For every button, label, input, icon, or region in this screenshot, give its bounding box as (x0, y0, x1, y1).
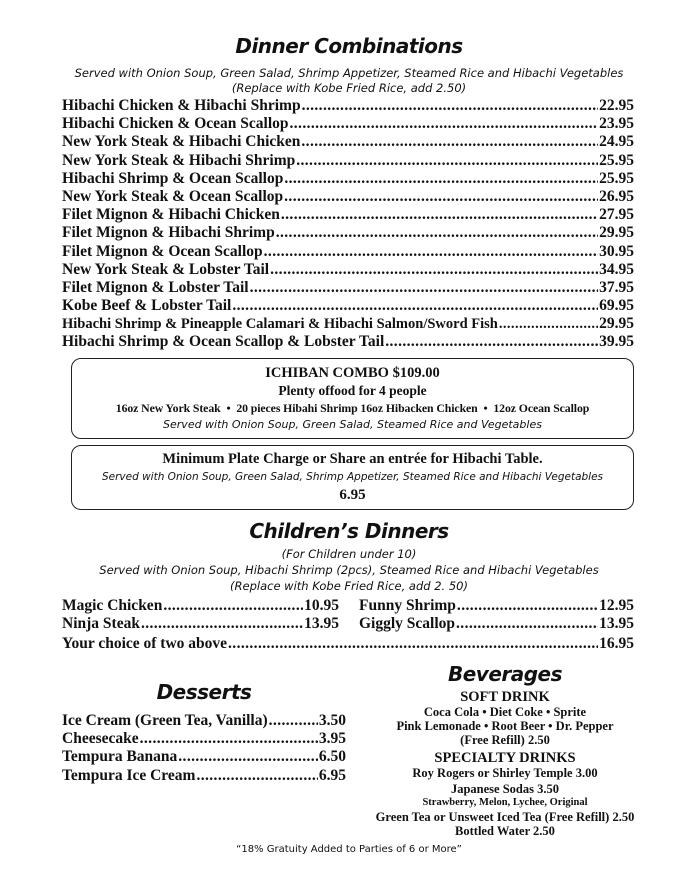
leader-dots (281, 206, 598, 224)
item-price: 24.95 (599, 133, 634, 151)
soft-drink-line: Coca Cola • Diet Coke • Sprite (423, 705, 587, 719)
leader-dots (301, 133, 598, 151)
leader-dots (284, 188, 598, 206)
menu-item (62, 97, 634, 115)
beverages-title: Beverages (447, 662, 563, 686)
menu-item (62, 188, 634, 206)
specialty-drink-line: Japanese Sodas 3.50 (450, 782, 559, 796)
children-left-list (62, 597, 339, 633)
bullet-separator: • (483, 401, 488, 415)
soda-flavors: Strawberry, Melon, Lychee, Original (422, 797, 588, 808)
item-price: 30.95 (599, 242, 634, 260)
item-name: Kobe Beef & Lobster Tail (62, 297, 232, 315)
leader-dots (140, 730, 318, 748)
gratuity-note: “18% Gratuity Added to Parties of 6 or More” (236, 844, 462, 855)
item-price: 13.95 (599, 615, 634, 633)
menu-item (359, 597, 634, 615)
specialty-drink-line: Bottled Water 2.50 (455, 824, 555, 838)
menu-item (62, 615, 339, 633)
item-name: Hibachi Chicken & Hibachi Shrimp (62, 97, 301, 114)
children-served-note: Served with Onion Soup, Hibachi Shrimp (2pcs), Steamed Rice and Hibachi Vegetables (99, 563, 599, 577)
leader-dots (456, 615, 598, 633)
item-price: 10.95 (304, 597, 339, 614)
soft-drink-title: SOFT DRINK (460, 689, 550, 705)
item-price: 3.95 (318, 730, 346, 748)
item-price: 37.95 (599, 278, 634, 296)
ichiban-note: Served with Onion Soup, Green Salad, Steamed Rice and Vegetables (163, 418, 542, 431)
leader-dots (499, 315, 598, 333)
menu-item (62, 133, 634, 151)
ichiban-item: 16oz New York Steak (115, 401, 221, 415)
item-name: Magic Chicken (62, 597, 163, 614)
children-choice (62, 635, 634, 653)
children-age-note: (For Children under 10) (281, 547, 417, 561)
ichiban-item: 12oz Ocean Scallop (493, 401, 590, 415)
leader-dots (284, 170, 598, 188)
item-price: 12.95 (599, 597, 634, 614)
ichiban-title: ICHIBAN COMBO $109.00 (265, 365, 440, 381)
menu-item (62, 712, 346, 730)
item-name: Hibachi Shrimp & Ocean Scallop & Lobster Tail (62, 333, 385, 351)
item-price: 25.95 (599, 169, 634, 187)
item-name: Filet Mignon & Hibachi Chicken (62, 206, 280, 224)
item-price: 69.95 (599, 297, 634, 315)
item-name: Filet Mignon & Lobster Tail (62, 278, 249, 296)
menu-item (62, 152, 634, 170)
minimum-title: Minimum Plate Charge or Share an entrée for Hibachi Table. (162, 451, 543, 467)
minimum-charge-box (71, 445, 634, 510)
dinner-replace-note: (Replace with Kobe Fried Rice, add 2.50) (231, 81, 467, 95)
item-price: 29.95 (599, 224, 634, 242)
menu-item (62, 115, 634, 133)
item-name: Filet Mignon & Hibachi Shrimp (62, 224, 275, 242)
item-name: Ice Cream (Green Tea, Vanilla) (62, 712, 268, 729)
minimum-price: 6.95 (339, 487, 366, 503)
bullet-separator: • (226, 401, 231, 415)
item-price: 39.95 (599, 333, 634, 351)
children-title: Children’s Dinners (249, 519, 449, 543)
item-name: Hibachi Shrimp & Pineapple Calamari & Hibachi Salmon/Sword Fish (62, 316, 498, 333)
menu-item (62, 730, 346, 748)
leader-dots (290, 115, 599, 133)
item-name: Filet Mignon & Ocean Scallop (62, 242, 263, 260)
leader-dots (232, 297, 598, 315)
dinner-note: Served with Onion Soup, Green Salad, Shrimp Appetizer, Steamed Rice and Hibachi Vegetables (74, 66, 624, 80)
item-name: Cheesecake (62, 730, 139, 748)
leader-dots (270, 261, 598, 279)
leader-dots (276, 224, 598, 242)
specialty-drinks-title: SPECIALTY DRINKS (434, 750, 576, 766)
menu-item (62, 333, 634, 351)
menu-item (62, 315, 634, 333)
menu-item (62, 261, 634, 279)
dinner-title: Dinner Combinations (235, 34, 463, 58)
leader-dots (141, 615, 303, 633)
item-price: 27.95 (599, 206, 634, 224)
item-name: Tempura Banana (62, 748, 178, 766)
minimum-note: Served with Onion Soup, Green Salad, Shrimp Appetizer, Steamed Rice and Hibachi Vegetables (101, 471, 604, 483)
leader-dots (264, 243, 598, 261)
specialty-drink-line: Roy Rogers or Shirley Temple 3.00 (412, 766, 598, 780)
item-name: Giggly Scallop (359, 615, 456, 633)
item-price: 16.95 (599, 635, 634, 652)
leader-dots (228, 635, 598, 653)
ichiban-box (71, 358, 634, 439)
item-price: 6.50 (318, 748, 346, 766)
menu-item (62, 243, 634, 261)
item-price: 29.95 (599, 315, 634, 333)
item-price: 23.95 (599, 115, 634, 133)
leader-dots (385, 333, 598, 351)
item-price: 6.95 (318, 766, 346, 784)
item-price: 26.95 (599, 187, 634, 205)
leader-dots (302, 97, 599, 115)
soft-drink-refill: (Free Refill) 2.50 (460, 733, 550, 747)
item-name: Tempura Ice Cream (62, 766, 196, 784)
item-name: Funny Shrimp (359, 597, 456, 614)
ichiban-subtitle: Plenty offood for 4 people (278, 383, 427, 398)
item-name: New York Steak & Hibachi Shrimp (62, 151, 296, 169)
menu-item (62, 279, 634, 297)
leader-dots (457, 597, 598, 615)
children-replace-note: (Replace with Kobe Fried Rice, add 2. 50) (230, 579, 468, 593)
menu-item (62, 748, 346, 766)
dinner-list (62, 97, 634, 352)
menu-item (62, 635, 634, 653)
leader-dots (296, 152, 598, 170)
soft-drink-line: Pink Lemonade • Root Beer • Dr. Pepper (396, 719, 614, 733)
item-name: Hibachi Shrimp & Ocean Scallop (62, 169, 284, 187)
leader-dots (196, 767, 317, 785)
menu-item (62, 767, 346, 785)
menu-item (62, 224, 634, 242)
specialty-drink-line: Green Tea or Unsweet Iced Tea (Free Refill) 2.50 (375, 810, 635, 824)
item-name: New York Steak & Hibachi Chicken (62, 133, 301, 151)
leader-dots (163, 597, 303, 615)
menu-item (62, 297, 634, 315)
menu-item (62, 597, 339, 615)
menu-item (359, 615, 634, 633)
ichiban-item: 20 pieces Hibahi Shrimp 16oz Hibacken Chicken (236, 401, 478, 415)
item-price: 25.95 (599, 151, 634, 169)
ichiban-items (72, 399, 633, 417)
desserts-list (62, 712, 346, 785)
item-name: New York Steak & Lobster Tail (62, 260, 270, 278)
leader-dots (178, 748, 318, 766)
children-right-list (359, 597, 634, 633)
item-name: Ninja Steak (62, 615, 140, 633)
desserts-title: Desserts (156, 680, 252, 704)
leader-dots (250, 279, 599, 297)
leader-dots (269, 712, 318, 730)
item-price: 3.50 (318, 712, 346, 729)
item-name: Your choice of two above (62, 635, 228, 652)
item-name: Hibachi Chicken & Ocean Scallop (62, 115, 289, 133)
menu-item (62, 170, 634, 188)
item-price: 22.95 (599, 97, 634, 114)
item-price: 13.95 (304, 615, 339, 633)
item-name: New York Steak & Ocean Scallop (62, 187, 284, 205)
item-price: 34.95 (599, 260, 634, 278)
menu-item (62, 206, 634, 224)
